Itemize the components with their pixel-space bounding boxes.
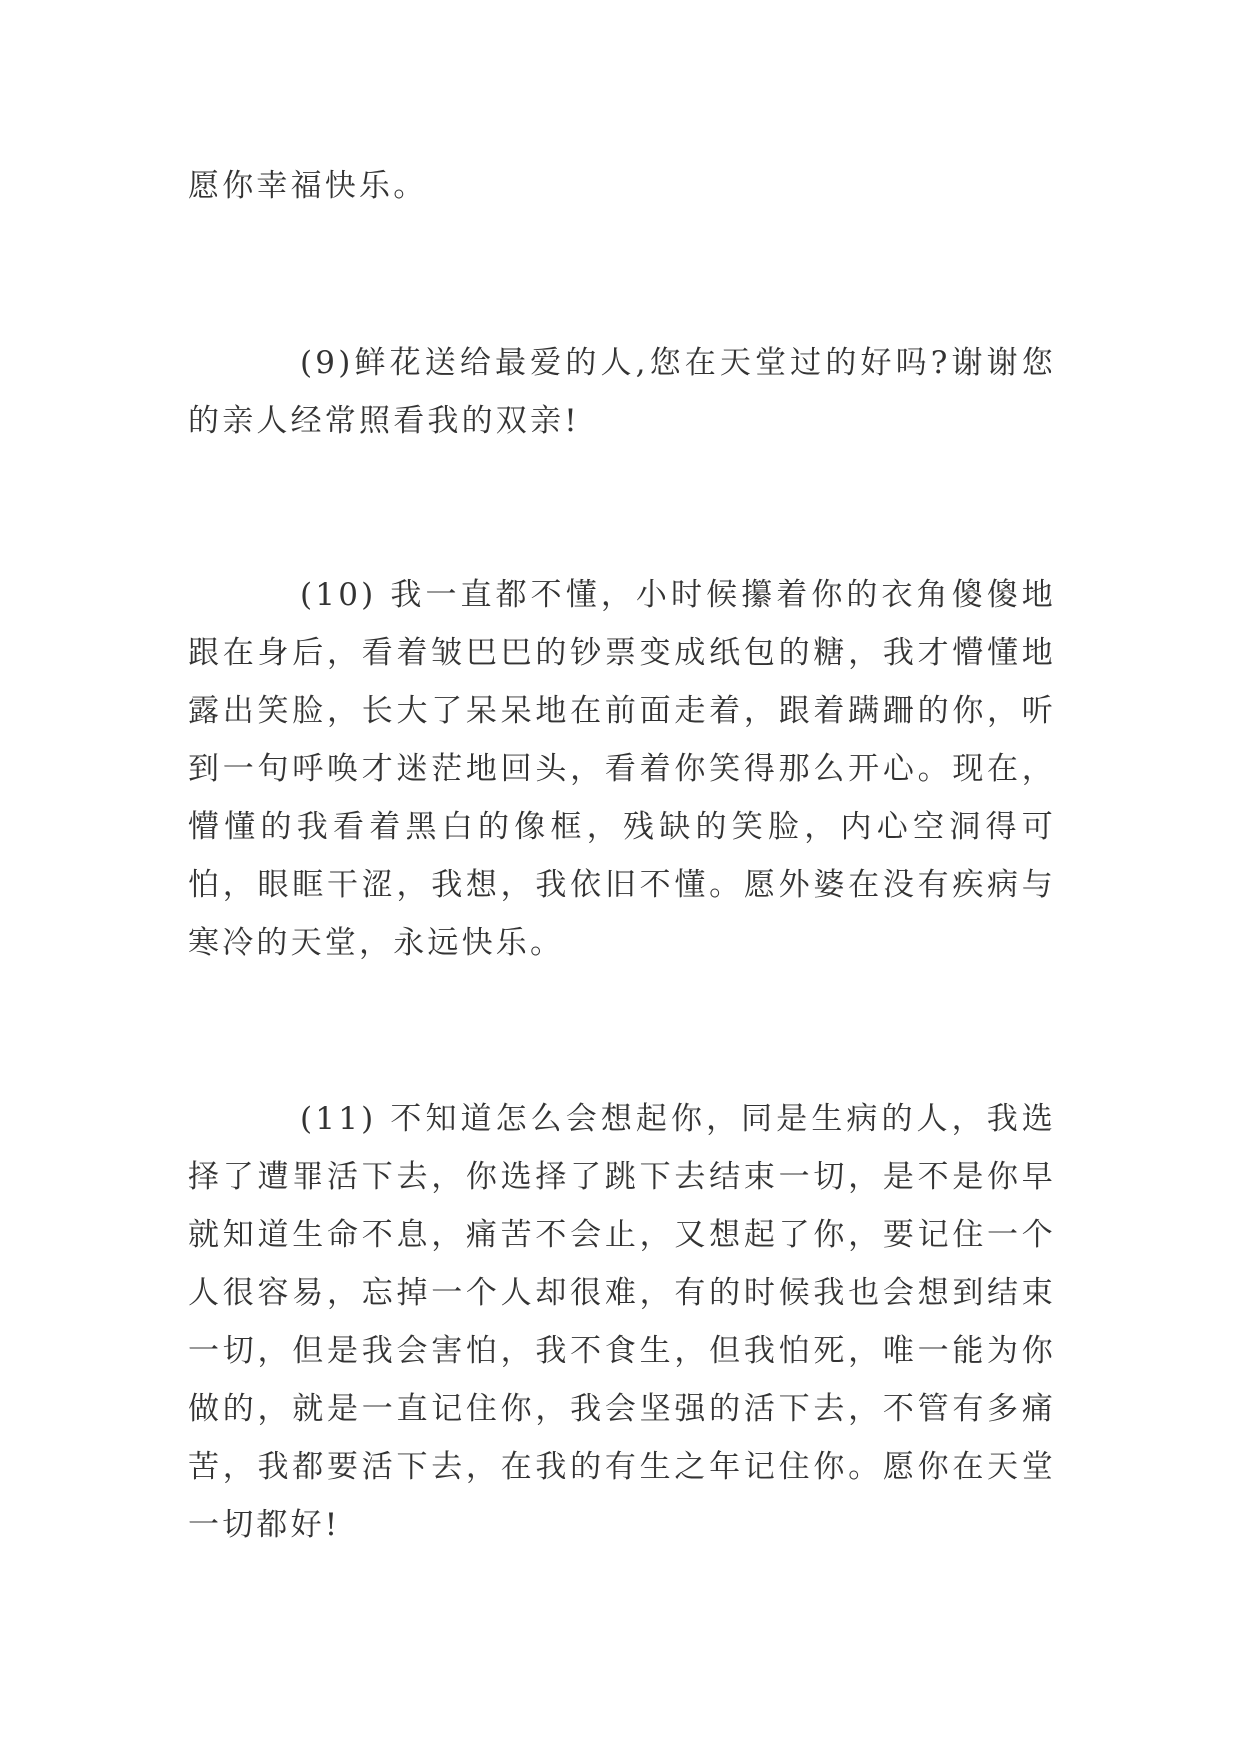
paragraph-11: (11) 不知道怎么会想起你，同是生病的人，我选择了遭罪活下去，你选择了跳下去结束一切，是不是你早就知道生命不息，痛苦不会止，又想起了你，要记住一个人很容易，忘掉一个人却很难，有的时候我也会想到结束一切，但是我会害怕，我不食生，但我怕死，唯一能为你做的，就是一直记住你，我会坚强的活下去，不管有多痛苦，我都要活下去，在我的有生之年记住你。愿你在天堂一切都好!: [188, 1101, 1056, 1543]
paragraph-continuation: 愿你幸福快乐。: [188, 168, 428, 204]
paragraph-9: (9)鲜花送给最爱的人,您在天堂过的好吗?谢谢您的亲人经常照看我的双亲!: [188, 345, 1056, 439]
paragraph-10: (10) 我一直都不懂，小时候攥着你的衣角傻傻地跟在身后，看着皱巴巴的钞票变成纸包的糖，我才懵懂地露出笑脸，长大了呆呆地在前面走着，跟着蹒跚的你，听到一句呼唤才迷茫地回头，看着你笑得那么开心。现在，懵懂的我看着黑白的像框，残缺的笑脸，内心空洞得可怕，眼眶干涩，我想，我依旧不懂。愿外婆在没有疾病与寒冷的天堂，永远快乐。: [188, 577, 1056, 961]
